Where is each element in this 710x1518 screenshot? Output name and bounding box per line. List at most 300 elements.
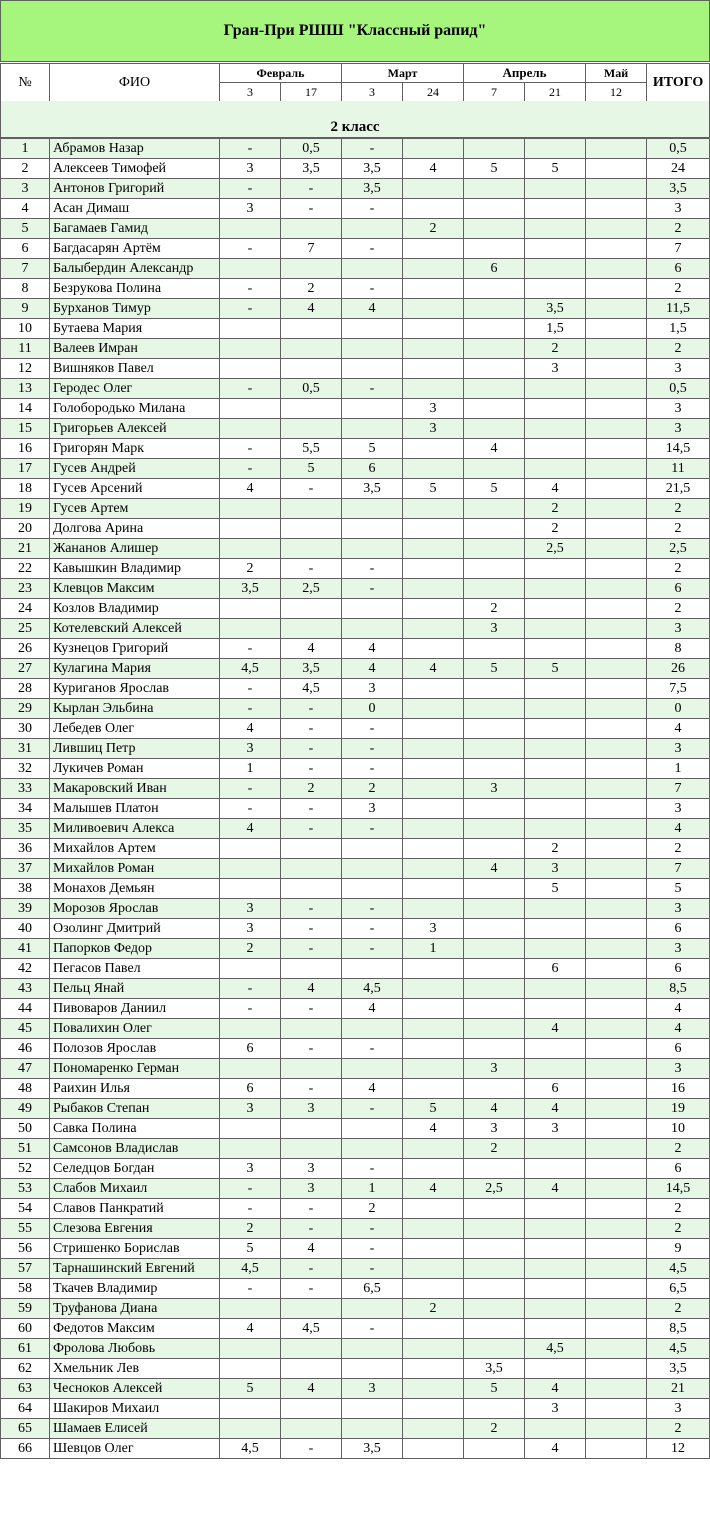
player-name: Котелевский Алексей [50, 619, 220, 639]
score-mar-24 [403, 1339, 464, 1359]
score-apr-21 [525, 579, 586, 599]
row-total: 2 [647, 1199, 710, 1219]
score-apr-7 [464, 339, 525, 359]
row-total: 2 [647, 1139, 710, 1159]
score-feb-17 [281, 619, 342, 639]
table-row [1, 579, 710, 599]
score-may-12 [586, 979, 647, 999]
score-mar-24 [403, 379, 464, 399]
header-day: 3 [220, 83, 281, 102]
score-mar-24 [403, 599, 464, 619]
score-apr-21 [525, 759, 586, 779]
score-apr-7 [464, 739, 525, 759]
score-mar-3 [342, 1119, 403, 1139]
player-name: Лившиц Петр [50, 739, 220, 759]
player-name: Фролова Любовь [50, 1339, 220, 1359]
score-apr-7: 5 [464, 659, 525, 679]
table-row [1, 639, 710, 659]
player-name: Шакиров Михаил [50, 1399, 220, 1419]
score-apr-21: 4 [525, 1379, 586, 1399]
player-name: Слезова Евгения [50, 1219, 220, 1239]
row-total: 2 [647, 1419, 710, 1439]
score-apr-21 [525, 1059, 586, 1079]
score-apr-21 [525, 1219, 586, 1239]
score-mar-24 [403, 639, 464, 659]
score-feb-17: - [281, 739, 342, 759]
score-apr-7 [464, 899, 525, 919]
player-name: Багамаев Гамид [50, 219, 220, 239]
score-feb-17: 3 [281, 1099, 342, 1119]
score-mar-24 [403, 259, 464, 279]
score-feb-17 [281, 1419, 342, 1439]
score-mar-3: - [342, 139, 403, 159]
player-name: Алексеев Тимофей [50, 159, 220, 179]
score-mar-24: 4 [403, 1119, 464, 1139]
header-total: ИТОГО [647, 64, 710, 102]
score-apr-7 [464, 419, 525, 439]
score-may-12 [586, 699, 647, 719]
player-name: Федотов Максим [50, 1319, 220, 1339]
table-row [1, 1139, 710, 1159]
score-feb-17: - [281, 939, 342, 959]
row-total: 8 [647, 639, 710, 659]
table-row [1, 379, 710, 399]
score-mar-3 [342, 1299, 403, 1319]
score-mar-3: 4 [342, 659, 403, 679]
header-day: 24 [403, 83, 464, 102]
score-feb-3: 3 [220, 899, 281, 919]
score-mar-24 [403, 819, 464, 839]
score-apr-21 [525, 779, 586, 799]
score-feb-17 [281, 539, 342, 559]
row-number: 45 [1, 1019, 50, 1039]
score-feb-17: 5 [281, 459, 342, 479]
score-may-12 [586, 219, 647, 239]
row-total: 3 [647, 1059, 710, 1079]
score-feb-3 [220, 1059, 281, 1079]
table-row [1, 899, 710, 919]
row-number: 43 [1, 979, 50, 999]
score-mar-3: - [342, 239, 403, 259]
score-mar-24: 2 [403, 219, 464, 239]
score-mar-24 [403, 319, 464, 339]
score-feb-17 [281, 1399, 342, 1419]
score-feb-3 [220, 1299, 281, 1319]
player-name: Пономаренко Герман [50, 1059, 220, 1079]
player-name: Кузнецов Григорий [50, 639, 220, 659]
row-number: 50 [1, 1119, 50, 1139]
score-apr-7 [464, 459, 525, 479]
score-feb-3: - [220, 439, 281, 459]
row-total: 2 [647, 1299, 710, 1319]
score-mar-3: 1 [342, 1179, 403, 1199]
score-feb-3: 3 [220, 199, 281, 219]
player-name: Клевцов Максим [50, 579, 220, 599]
score-mar-24 [403, 859, 464, 879]
player-name: Кырлан Эльбина [50, 699, 220, 719]
score-apr-21 [525, 619, 586, 639]
score-mar-3 [342, 1359, 403, 1379]
score-may-12 [586, 379, 647, 399]
table-row [1, 1339, 710, 1359]
row-total: 3 [647, 199, 710, 219]
score-feb-17 [281, 1339, 342, 1359]
score-apr-21 [525, 1159, 586, 1179]
score-mar-24 [403, 1419, 464, 1439]
score-apr-7: 4 [464, 1099, 525, 1119]
score-feb-3 [220, 1359, 281, 1379]
row-total: 4,5 [647, 1259, 710, 1279]
row-number: 65 [1, 1419, 50, 1439]
score-may-12 [586, 199, 647, 219]
row-number: 30 [1, 719, 50, 739]
row-number: 2 [1, 159, 50, 179]
player-name: Селедцов Богдан [50, 1159, 220, 1179]
header-month-may: Май [586, 64, 647, 83]
table-row [1, 339, 710, 359]
row-total: 6,5 [647, 1279, 710, 1299]
score-feb-17 [281, 859, 342, 879]
score-feb-17 [281, 879, 342, 899]
score-feb-17: - [281, 1439, 342, 1459]
score-mar-24 [403, 999, 464, 1019]
row-number: 15 [1, 419, 50, 439]
score-feb-3: 4,5 [220, 1259, 281, 1279]
section-label [0, 101, 710, 138]
header-day: 21 [525, 83, 586, 102]
score-feb-3: - [220, 1279, 281, 1299]
score-feb-3 [220, 419, 281, 439]
score-apr-21 [525, 1319, 586, 1339]
score-may-12 [586, 139, 647, 159]
row-total: 3 [647, 419, 710, 439]
score-may-12 [586, 899, 647, 919]
score-may-12 [586, 1299, 647, 1319]
score-apr-21 [525, 239, 586, 259]
score-feb-3: - [220, 779, 281, 799]
score-mar-3 [342, 959, 403, 979]
player-name: Лебедев Олег [50, 719, 220, 739]
score-feb-3 [220, 859, 281, 879]
score-feb-3: 2 [220, 559, 281, 579]
score-feb-17: - [281, 179, 342, 199]
score-apr-7 [464, 539, 525, 559]
score-feb-17: 4 [281, 1239, 342, 1259]
row-number: 37 [1, 859, 50, 879]
table-row [1, 219, 710, 239]
score-feb-17: 0,5 [281, 379, 342, 399]
score-mar-24 [403, 899, 464, 919]
score-feb-3: 3,5 [220, 579, 281, 599]
score-may-12 [586, 359, 647, 379]
score-feb-3: - [220, 699, 281, 719]
score-may-12 [586, 1119, 647, 1139]
score-mar-24 [403, 139, 464, 159]
score-apr-21: 3 [525, 1399, 586, 1419]
row-number: 26 [1, 639, 50, 659]
score-may-12 [586, 1339, 647, 1359]
score-feb-17: 0,5 [281, 139, 342, 159]
row-number: 42 [1, 959, 50, 979]
results-table [0, 138, 710, 1459]
score-may-12 [586, 1239, 647, 1259]
score-feb-3: 2 [220, 939, 281, 959]
row-total: 2 [647, 279, 710, 299]
score-apr-21 [525, 979, 586, 999]
score-apr-21: 4 [525, 1179, 586, 1199]
row-number: 28 [1, 679, 50, 699]
score-mar-24 [403, 339, 464, 359]
score-feb-3: 6 [220, 1039, 281, 1059]
score-apr-7 [464, 1319, 525, 1339]
table-row [1, 539, 710, 559]
score-feb-17 [281, 339, 342, 359]
score-mar-3: 5 [342, 439, 403, 459]
score-feb-3: - [220, 999, 281, 1019]
score-may-12 [586, 399, 647, 419]
player-name: Кулагина Мария [50, 659, 220, 679]
score-may-12 [586, 779, 647, 799]
score-apr-7 [464, 519, 525, 539]
row-total: 4 [647, 719, 710, 739]
score-mar-3 [342, 1339, 403, 1359]
player-name: Пивоваров Даниил [50, 999, 220, 1019]
table-row [1, 1179, 710, 1199]
score-apr-21: 6 [525, 1079, 586, 1099]
score-feb-17 [281, 399, 342, 419]
row-number: 9 [1, 299, 50, 319]
row-total: 3,5 [647, 179, 710, 199]
row-number: 36 [1, 839, 50, 859]
score-mar-3: 3 [342, 679, 403, 699]
table-row [1, 479, 710, 499]
score-apr-21: 2 [525, 499, 586, 519]
score-may-12 [586, 679, 647, 699]
score-mar-3: - [342, 1159, 403, 1179]
score-may-12 [586, 1379, 647, 1399]
score-mar-24: 5 [403, 1099, 464, 1119]
row-number: 1 [1, 139, 50, 159]
score-mar-3: 4 [342, 639, 403, 659]
player-name: Раихин Илья [50, 1079, 220, 1099]
score-apr-7: 4 [464, 439, 525, 459]
score-feb-17: 4,5 [281, 1319, 342, 1339]
score-apr-7 [464, 379, 525, 399]
score-apr-21 [525, 739, 586, 759]
row-total: 3 [647, 399, 710, 419]
score-feb-17 [281, 519, 342, 539]
row-total: 26 [647, 659, 710, 679]
table-row [1, 1079, 710, 1099]
row-number: 38 [1, 879, 50, 899]
score-apr-7 [464, 399, 525, 419]
score-feb-3: 5 [220, 1379, 281, 1399]
score-feb-3: - [220, 179, 281, 199]
score-feb-3 [220, 499, 281, 519]
score-mar-3 [342, 359, 403, 379]
score-mar-24 [403, 699, 464, 719]
score-feb-17: - [281, 1279, 342, 1299]
score-feb-17: - [281, 479, 342, 499]
row-total: 7,5 [647, 679, 710, 699]
score-mar-24: 4 [403, 159, 464, 179]
table-row [1, 359, 710, 379]
score-feb-17 [281, 1059, 342, 1079]
score-mar-3: - [342, 1239, 403, 1259]
score-apr-21 [525, 699, 586, 719]
score-may-12 [586, 159, 647, 179]
score-apr-7 [464, 799, 525, 819]
score-feb-17: - [281, 799, 342, 819]
score-feb-3: - [220, 379, 281, 399]
score-mar-24 [403, 1219, 464, 1239]
score-mar-24 [403, 1279, 464, 1299]
player-name: Рыбаков Степан [50, 1099, 220, 1119]
score-mar-24 [403, 519, 464, 539]
score-feb-17 [281, 1299, 342, 1319]
row-number: 40 [1, 919, 50, 939]
score-feb-3 [220, 1419, 281, 1439]
score-mar-3 [342, 599, 403, 619]
score-mar-24 [403, 459, 464, 479]
row-number: 46 [1, 1039, 50, 1059]
score-mar-3: 3,5 [342, 1439, 403, 1459]
results-rows [1, 139, 710, 1459]
score-apr-7 [464, 639, 525, 659]
player-name: Долгова Арина [50, 519, 220, 539]
score-apr-7 [464, 819, 525, 839]
score-mar-3 [342, 859, 403, 879]
table-row [1, 679, 710, 699]
score-feb-3: - [220, 239, 281, 259]
row-number: 35 [1, 819, 50, 839]
score-mar-24 [403, 579, 464, 599]
score-feb-17: - [281, 1079, 342, 1099]
row-total: 11,5 [647, 299, 710, 319]
player-name: Багдасарян Артём [50, 239, 220, 259]
score-feb-3: 4 [220, 1319, 281, 1339]
score-may-12 [586, 919, 647, 939]
score-mar-3: 3 [342, 799, 403, 819]
header-month-mar: Март [342, 64, 464, 83]
score-apr-21 [525, 559, 586, 579]
score-apr-7 [464, 999, 525, 1019]
score-feb-3 [220, 339, 281, 359]
player-name: Михайлов Артем [50, 839, 220, 859]
score-apr-21: 6 [525, 959, 586, 979]
score-apr-7: 3,5 [464, 1359, 525, 1379]
score-apr-7: 2,5 [464, 1179, 525, 1199]
score-apr-21 [525, 179, 586, 199]
score-apr-21 [525, 279, 586, 299]
score-apr-21: 2 [525, 519, 586, 539]
score-mar-24: 4 [403, 659, 464, 679]
row-total: 6 [647, 959, 710, 979]
row-total: 3 [647, 899, 710, 919]
score-feb-3: - [220, 279, 281, 299]
row-total: 4 [647, 999, 710, 1019]
score-apr-21 [525, 719, 586, 739]
row-number: 3 [1, 179, 50, 199]
score-apr-7 [464, 1279, 525, 1299]
score-may-12 [586, 1159, 647, 1179]
score-may-12 [586, 1079, 647, 1099]
score-feb-17: 2 [281, 279, 342, 299]
score-apr-7 [464, 1079, 525, 1099]
score-mar-3: - [342, 939, 403, 959]
score-apr-21 [525, 419, 586, 439]
table-row [1, 319, 710, 339]
player-name: Пегасов Павел [50, 959, 220, 979]
row-number: 51 [1, 1139, 50, 1159]
player-name: Шамаев Елисей [50, 1419, 220, 1439]
score-feb-17: - [281, 999, 342, 1019]
score-mar-24 [403, 879, 464, 899]
score-mar-24 [403, 839, 464, 859]
score-mar-24: 2 [403, 1299, 464, 1319]
score-may-12 [586, 739, 647, 759]
score-mar-24 [403, 299, 464, 319]
score-feb-17 [281, 219, 342, 239]
score-apr-7: 3 [464, 1119, 525, 1139]
score-apr-21 [525, 399, 586, 419]
score-may-12 [586, 599, 647, 619]
score-apr-21 [525, 939, 586, 959]
player-name: Григорьев Алексей [50, 419, 220, 439]
score-mar-24 [403, 279, 464, 299]
score-may-12 [586, 1099, 647, 1119]
score-feb-17: 4 [281, 299, 342, 319]
score-mar-3: - [342, 919, 403, 939]
score-feb-17: 5,5 [281, 439, 342, 459]
score-apr-7: 3 [464, 619, 525, 639]
header-day: 12 [586, 83, 647, 102]
score-apr-21 [525, 1039, 586, 1059]
score-mar-3: 2 [342, 779, 403, 799]
player-name: Малышев Платон [50, 799, 220, 819]
row-total: 6 [647, 919, 710, 939]
score-apr-21: 4 [525, 1099, 586, 1119]
score-feb-3 [220, 839, 281, 859]
score-apr-7: 5 [464, 159, 525, 179]
score-feb-3 [220, 359, 281, 379]
score-mar-24: 1 [403, 939, 464, 959]
table-row [1, 139, 710, 159]
score-mar-24 [403, 799, 464, 819]
score-apr-21 [525, 819, 586, 839]
score-feb-3 [220, 1139, 281, 1159]
table-row [1, 939, 710, 959]
table-row [1, 1279, 710, 1299]
player-name: Бутаева Мария [50, 319, 220, 339]
score-may-12 [586, 819, 647, 839]
player-name: Михайлов Роман [50, 859, 220, 879]
row-total: 2 [647, 519, 710, 539]
score-feb-17 [281, 419, 342, 439]
player-name: Шевцов Олег [50, 1439, 220, 1459]
score-may-12 [586, 1359, 647, 1379]
player-name: Куриганов Ярослав [50, 679, 220, 699]
score-mar-24 [403, 619, 464, 639]
score-apr-7 [464, 1299, 525, 1319]
score-mar-3: - [342, 279, 403, 299]
score-apr-21 [525, 679, 586, 699]
player-name: Макаровский Иван [50, 779, 220, 799]
score-feb-17: 3,5 [281, 159, 342, 179]
score-apr-7 [464, 279, 525, 299]
score-feb-3: 4 [220, 719, 281, 739]
score-apr-21: 2,5 [525, 539, 586, 559]
